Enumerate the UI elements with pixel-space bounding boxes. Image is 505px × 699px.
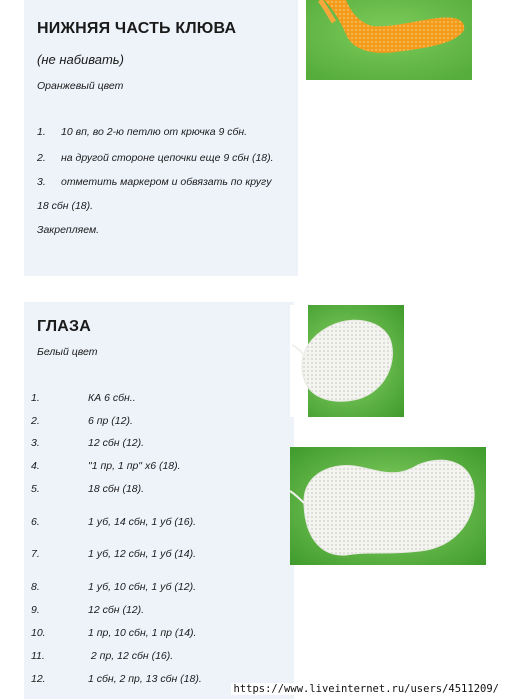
row-number: 2. [31, 415, 40, 427]
step-continuation: 18 сбн (18). [37, 200, 94, 212]
step-number: 3. [37, 176, 46, 188]
row-number: 1. [31, 392, 40, 404]
row-number: 6. [31, 516, 40, 528]
row-number: 3. [31, 437, 40, 449]
row-number: 5. [31, 483, 40, 495]
row-text: 18 сбн (18). [88, 483, 145, 495]
row-text: 1 пр, 10 сбн, 1 пр (14). [88, 627, 197, 639]
row-text: 1 уб, 10 сбн, 1 уб (12). [88, 581, 196, 593]
row-number: 11. [31, 650, 45, 662]
row-number: 8. [31, 581, 40, 593]
row-text: "1 пр, 1 пр" х6 (18). [88, 460, 181, 472]
step-number: 2. [37, 152, 46, 164]
beak-photo [306, 0, 472, 80]
row-text: 1 сбн, 2 пр, 13 сбн (18). [88, 673, 202, 685]
finish-note: Закрепляем. [37, 224, 100, 236]
section-title-beak: НИЖНЯЯ ЧАСТЬ КЛЮВА [37, 20, 237, 37]
step-text: на другой стороне цепочки еще 9 сбн (18). [61, 152, 274, 164]
row-number: 7. [31, 548, 40, 560]
row-text: 12 сбн (12). [88, 604, 145, 616]
eye-photo-small [290, 305, 404, 417]
section-subtitle: (не набивать) [37, 52, 124, 67]
row-number: 9. [31, 604, 40, 616]
row-text: 12 сбн (12). [88, 437, 145, 449]
section-panel-eyes [24, 302, 294, 699]
eye-photo-large [290, 447, 486, 565]
step-text: отметить маркером и обвязать по кругу [61, 176, 272, 188]
section-title-eyes: ГЛАЗА [37, 318, 92, 335]
row-text: 1 уб, 14 сбн, 1 уб (16). [88, 516, 196, 528]
color-label-orange: Оранжевый цвет [37, 80, 124, 92]
row-text: 2 пр, 12 сбн (16). [88, 650, 174, 662]
source-url: https://www.liveinternet.ru/users/4511209/ [233, 683, 499, 695]
row-text: КА 6 сбн.. [88, 392, 136, 404]
step-text: 10 вп, во 2-ю петлю от крючка 9 сбн. [61, 126, 248, 138]
row-number: 12. [31, 673, 46, 685]
row-number: 10. [31, 627, 46, 639]
step-number: 1. [37, 126, 46, 138]
row-text: 1 уб, 12 сбн, 1 уб (14). [88, 548, 196, 560]
row-text: 6 пр (12). [88, 415, 133, 427]
color-label-white: Белый цвет [37, 346, 98, 358]
row-number: 4. [31, 460, 40, 472]
